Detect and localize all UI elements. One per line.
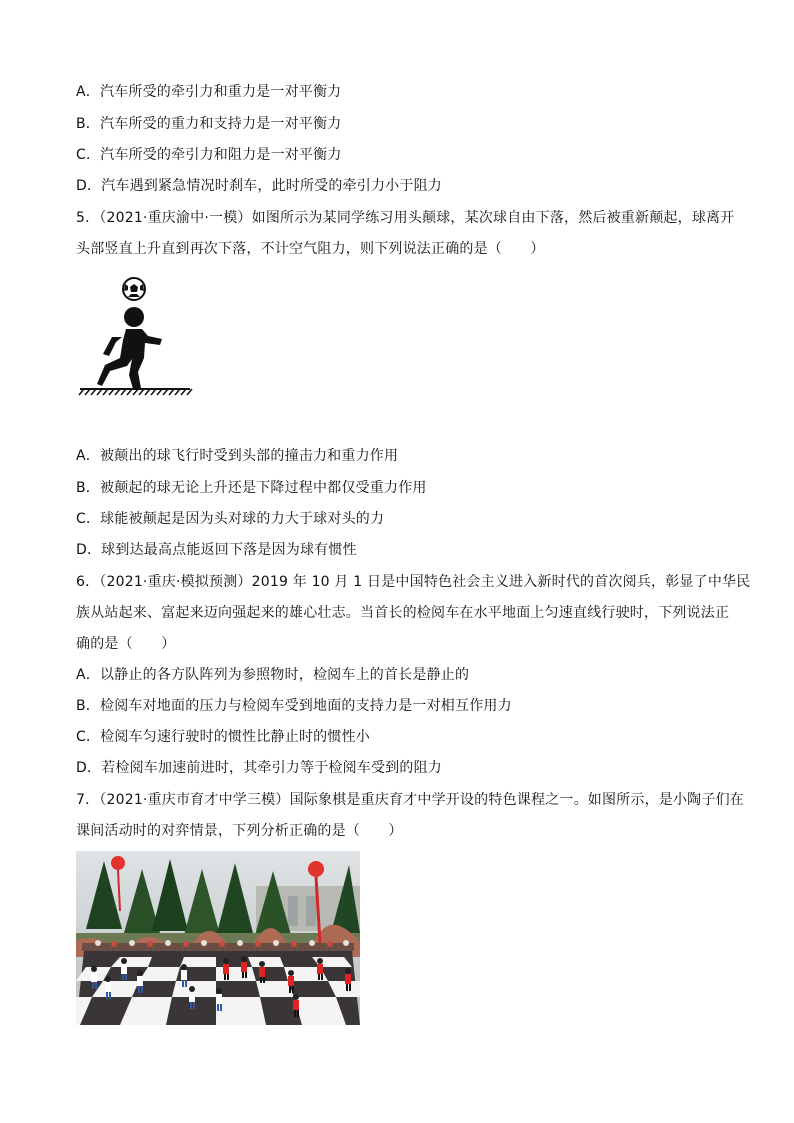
q6-stem-line-3: 确的是（ ） (76, 636, 176, 652)
q5-stem-line-1: 5．（2021·重庆渝中·一模）如图所示为某同学练习用头颠球，某次球自由下落，然后被重新颠起，球离开 (76, 210, 735, 226)
q4-option-c: C．汽车所受的牵引力和阻力是一对平衡力 (76, 147, 342, 163)
q5-stem-line-2: 头部竖直上升直到再次下落，不计空气阻力，则下列说法正确的是（ ） (76, 241, 545, 257)
q5-option-b: B．被颠起的球无论上升还是下降过程中都仅受重力作用 (76, 480, 427, 496)
q7-stem-line-2: 课间活动时的对弈情景，下列分析正确的是（ ） (76, 823, 403, 839)
soccer-ball-icon (123, 278, 145, 300)
player-silhouette (97, 307, 162, 389)
chess-activity-photo (76, 851, 360, 1025)
q6-option-d: D．若检阅车加速前进时，其牵引力等于检阅车受到的阻力 (76, 760, 442, 776)
heading-ball-figure (78, 276, 198, 401)
q5-option-a: A．被颠出的球飞行时受到头部的撞击力和重力作用 (76, 448, 399, 464)
q6-stem-line-1: 6．（2021·重庆·模拟预测）2019 年 10 月 1 日是中国特色社会主义进入新时代的首次阅兵，彰显了中华民 (76, 574, 751, 590)
q4-option-d: D．汽车遇到紧急情况时刹车，此时所受的牵引力小于阻力 (76, 178, 442, 194)
q6-option-a: A．以静止的各方队阵列为参照物时，检阅车上的首长是静止的 (76, 667, 470, 683)
q4-option-b: B．汽车所受的重力和支持力是一对平衡力 (76, 116, 342, 132)
q7-stem-line-1: 7．（2021·重庆市育才中学三模）国际象棋是重庆育才中学开设的特色课程之一。如图所示，是小陶子们在 (76, 792, 744, 808)
ground-hatch (79, 389, 192, 395)
q4-option-a: A．汽车所受的牵引力和重力是一对平衡力 (76, 84, 342, 100)
q6-option-c: C．检阅车匀速行驶时的惯性比静止时的惯性小 (76, 729, 370, 745)
q5-option-c: C．球能被颠起是因为头对球的力大于球对头的力 (76, 511, 385, 527)
q6-stem-line-2: 族从站起来、富起来迈向强起来的雄心壮志。当首长的检阅车在水平地面上匀速直线行驶时，下列说法正 (76, 605, 730, 621)
q6-option-b: B．检阅车对地面的压力与检阅车受到地面的支持力是一对相互作用力 (76, 698, 512, 714)
q5-option-d: D．球到达最高点能返回下落是因为球有惯性 (76, 542, 357, 558)
